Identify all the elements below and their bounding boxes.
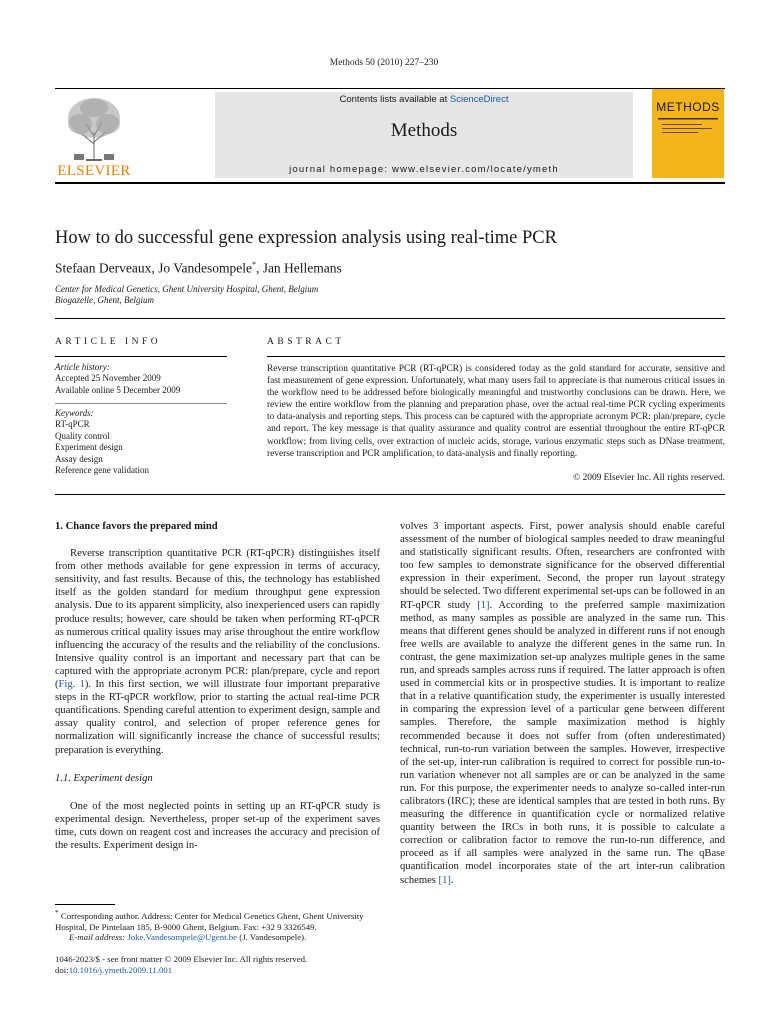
footnote-mark: * — [55, 908, 59, 917]
fig1-link[interactable]: Fig. 1 — [58, 679, 85, 691]
section-1-heading: 1. Chance favors the prepared mind — [55, 521, 218, 532]
ref-1-link-2[interactable]: [1] — [438, 874, 451, 886]
paragraph-3-text: volves 3 important aspects. First, power analysis should enable careful assessment of the number of biological samples needed to draw meaningful and statistically significant results. Often, researchers are confronted with too few samples to demonstrate significance for the observed differential expression in their experiment. Second, the proper run layout strategy should be selected. Two different experimental set-ups can be followed in an RT-qPCR study — [400, 521, 725, 611]
email-link[interactable]: Joke.Vandesompele@Ugent.be — [127, 932, 238, 943]
paragraph-3 — [400, 520, 725, 887]
paragraph-2: One of the most neglected points in setting up an RT-qPCR study is experimental design. Nevertheless, proper set-up of the experiment saves time, cuts down on reagent cost and increases the accuracy and precision of the results. Experiment design in- — [55, 800, 380, 851]
abstract-text: Reverse transcription quantitative PCR (RT-qPCR) is considered today as the gold standard for accurate, sensitive and fast measurement of gene expression. Unfortunately, what many users fail to appreciate is that numerous critical issues in the workflow need to be addressed before biologically meaningful and trustworthy conclusions can be drawn. Here, we review the entire workflow from the planning and preparation phase, over the actual real-time PCR cycling experiments to data-analysis and reporting steps. This process can be captured with the appropriate acronym PCR: plan/prepare, cycle and report. The key message is that quality assurance and quality control are essential throughout the entire RT-qPCR workflow; from living cells, over extraction of nucleic acids, storage, various enzymatic steps such as DNase treatment, reverse transcription and PCR amplification, to data-analysis and finally reporting. — [267, 364, 725, 459]
section-1-1-heading: 1.1. Experiment design — [55, 772, 153, 784]
right-column — [400, 520, 725, 887]
issn-line: 1046-2023/$ - see front matter © 2009 Elsevier Inc. All rights reserved. — [55, 954, 308, 964]
keywords — [55, 408, 227, 476]
authors — [55, 260, 735, 277]
article-info-heading: ARTICLE INFO — [55, 337, 162, 347]
affiliation-1: Center for Medical Genetics, Ghent University Hospital, Ghent, Belgium — [55, 284, 319, 294]
header-top-rule — [55, 88, 725, 89]
accepted-date: Accepted 25 November 2009 — [55, 373, 161, 384]
paragraph-3-text-2: . According to the preferred sample maximization method, as many samples as possible are analyzed in the same run. This means that different genes should be analyzed in different runs if not enough free wells are available to analyze the different genes in the same run. In contrast, the gene maximization set-up analyzes multiple genes in the same run, and spreads samples across runs if required. The latter approach is often used in commercial kits or in prospective studies. It is important to realize that in a relative quantification study, the experimenter is usually interested in comparing the expression level of a particular gene between different samples. Therefore, the sample maximization method is highly recommended because it does not suffer from (often underestimated) technical, run-to-run variation between the samples. However, irrespective of the set-up, inter-run calibration is required to correct for possible run-to-run variation whenever not all samples are or can be analyzed in the same run. For this purpose, the experimenter needs to analyze so-called inter-run calibrators (IRC); these are identical samples that are tested in both runs. By measuring the difference in quantification cycle or normalized relative quantity between the IRCs in both runs, it is possible to calculate a correction or calibration factor to remove the run-to-run difference, and proceed as if all samples were analyzed in the same run. The qBase quantification model incorporates state of the art inter-run calibration schemes — [400, 599, 725, 886]
history-label: Article history: — [55, 362, 110, 372]
corresponding-mark[interactable]: * — [251, 260, 256, 269]
footnote-address: Corresponding author. Address: Center for Medical Genetics Ghent, Ghent University Hospital, De Pintelaan 185, B-9000 Ghent, Belgium. Fax: +32 9 3326549. — [55, 910, 364, 932]
header-bottom-rule — [55, 182, 725, 184]
ref-1-link[interactable]: [1] — [477, 599, 490, 611]
abstract-heading: ABSTRACT — [267, 337, 345, 347]
author-names[interactable]: Stefaan Derveaux, Jo Vandesompele — [55, 260, 252, 276]
article-title: How to do successful gene expression analysis using real-time PCR — [55, 228, 557, 248]
online-date: Available online 5 December 2009 — [55, 384, 181, 395]
abstract-rule — [267, 356, 725, 357]
doi-label: doi: — [55, 964, 69, 975]
doi-line — [55, 965, 380, 976]
journal-reference: Methods 50 (2010) 227–230 — [329, 58, 439, 68]
paragraph-3-end: . — [450, 874, 454, 886]
front-matter — [55, 954, 380, 976]
paragraph-1-text-2: ). In this first section, we will illustrate four important preparative steps in the RT-qPCR workflow, prior to starting the actual real-time PCR quantifications. Spending careful attention to experiment design, sample and assay quality control, and selection of proper reference genes for normalization will significantly increase the chance of successful results; preparation is everything. — [55, 679, 380, 756]
abstract-copyright: © 2009 Elsevier Inc. All rights reserved. — [573, 473, 725, 483]
keywords-label: Keywords: — [55, 408, 94, 418]
article-info-divider — [55, 403, 227, 404]
keyword: Assay design — [55, 453, 103, 464]
keyword: Quality control — [55, 430, 110, 441]
cover-lines — [658, 118, 718, 174]
contents-prefix: Contents lists available at — [339, 94, 450, 105]
abstract-bottom-rule — [55, 494, 725, 495]
footnote-text — [55, 908, 380, 932]
sciencedirect-link[interactable]: ScienceDirect — [449, 94, 509, 105]
journal-name: Methods — [390, 120, 458, 141]
elsevier-wordmark: ELSEVIER — [57, 163, 131, 179]
email-label: E-mail address: — [69, 932, 128, 943]
footnote-email-line — [55, 932, 380, 943]
keyword: Reference gene validation — [55, 465, 149, 476]
article-info-rule — [55, 356, 227, 357]
left-column — [55, 520, 380, 852]
footnote — [55, 908, 380, 943]
article-history — [55, 362, 227, 396]
footnote-rule — [55, 904, 115, 905]
email-suffix: (J. Vandesompele). — [237, 932, 307, 943]
keyword: RT-qPCR — [55, 419, 90, 430]
doi-link[interactable]: 10.1016/j.ymeth.2009.11.001 — [68, 964, 173, 975]
paragraph-1-text: Reverse transcription quantitative PCR (RT-qPCR) distinguishes itself from other methods available for gene expression in terms of accuracy, sensitivity, and fast results. Because of this, the technology has established itself as the golden standard for medium throughput gene expression analysis. Due to its apparent simplicity, also inexperienced users can rapidly produce results; however, care should be taken when performing RT-qPCR as numerous critical quality issues may arise throughout the entire workflow influencing the accuracy of the results and the reliability of the conclusions. Intensive quality control is an important and necessary part that can be captured with the appropriate acronym PCR: plan/prepare, cycle and report ( — [55, 548, 380, 691]
author-names-2[interactable]: , Jan Hellemans — [255, 260, 342, 276]
paragraph-1 — [55, 547, 380, 757]
contents-line — [215, 94, 633, 105]
journal-homepage[interactable]: journal homepage: www.elsevier.com/locate/ymeth — [289, 164, 559, 175]
cover-title: METHODS — [656, 100, 720, 114]
keyword: Experiment design — [55, 442, 123, 453]
affiliation-2: Biogazelle, Ghent, Belgium — [55, 295, 154, 305]
title-rule — [55, 318, 725, 319]
